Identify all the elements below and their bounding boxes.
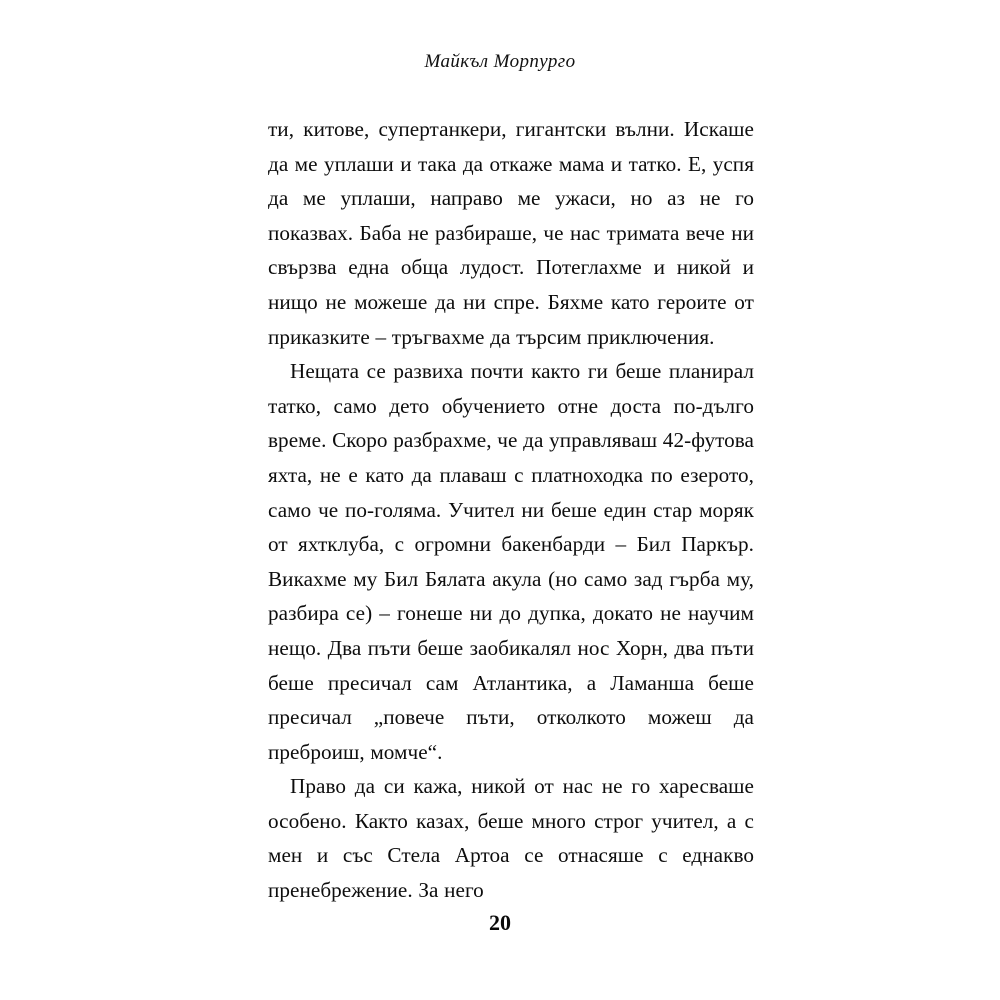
body-text-block [268,112,754,908]
paragraph: Нещата се развиха почти както ги беше планирал татко, само дето обучението отне доста по-дълго време. Скоро разбрахме, че да управляваш 42-футова яхта, не е като да плаваш с платноходка по езерото, само че по-голяма. Учител ни беше един стар моряк от яхтклуба, с огромни бакенбарди – Бил Паркър. Викахме му Бил Бялата акула (но само зад гърба му, разбира се) – гонеше ни до дупка, докато не научим нещо. Два пъти беше заобикалял нос Хорн, два пъти беше пресичал сам Атлантика, а Ламанша беше пресичал „повече пъти, отколкото можеш да преброиш, момче“. [268,359,754,764]
paragraph: ти, китове, супертанкери, гигантски вълни. Искаше да ме уплаши и така да откаже мама и татко. Е, успя да ме уплаши, направо ме ужаси, но аз не го показвах. Баба не разбираше, че нас тримата вече ни свързва една обща лудост. Потеглахме и никой и нищо не можеше да ни спре. Бяхме като героите от приказките – тръгвахме да търсим приключения. [268,117,754,349]
running-head: Майкъл Морпурго [424,51,576,72]
page-number: 20 [489,910,511,935]
paragraph: Право да си кажа, никой от нас не го харесваше особено. Както казах, беше много строг учител, а с мен и със Стела Артоа се отнасяше с еднакво пренебрежение. За него [268,774,754,903]
